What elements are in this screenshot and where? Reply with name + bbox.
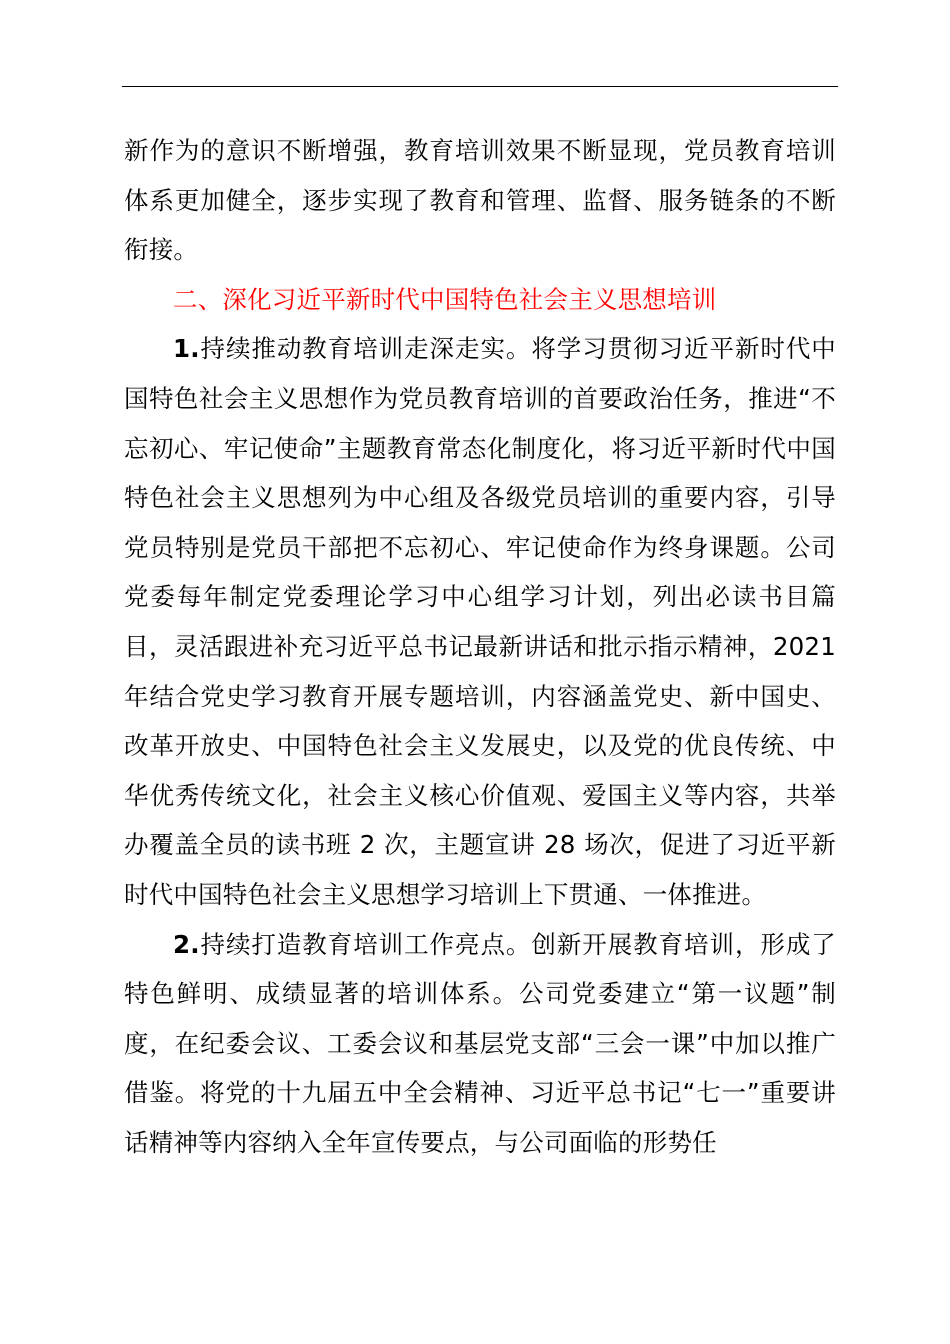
paragraph-item-2 xyxy=(124,920,836,1168)
paragraph-continuation: 新作为的意识不断增强，教育培训效果不断显现，党员教育培训体系更加健全，逐步实现了教育和管理、监督、服务链条的不断衔接。 xyxy=(124,136,836,265)
paragraph-text: 持续打造教育培训工作亮点。创新开展教育培训，形成了特色鲜明、成绩显著的培训体系。公司党委建立“第一议题”制度，在纪委会议、工委会议和基层党支部“三会一课”中加以推广借鉴。将党的十九届五中全会精神、习近平总书记“七一”重要讲话精神等内容纳入全年宣传要点，与公司面临的形势任 xyxy=(124,929,836,1157)
paragraph-text: 持续推动教育培训走深走实。将学习贯彻习近平新时代中国特色社会主义思想作为党员教育培训的首要政治任务，推进“不忘初心、牢记使命”主题教育常态化制度化，将习近平新时代中国特色社会主义思想列为中心组及各级党员培训的重要内容，引导党员特别是党员干部把不忘初心、牢记使命作为终身课题。公司党委每年制定党委理论学习中心组学习计划，列出必读书目篇目，灵活跟进补充习近平总书记最新讲话和批示指示精神，2021 年结合党史学习教育开展专题培训，内容涵盖党史、新中国史、改革开放史、中国特色社会主义发展史，以及党的优良传统、中华优秀传统文化，社会主义核心价值观、爱国主义等内容，共举办覆盖全员的读书班 2 次，主题宣讲 28 场次，促进了习近平新时代中国特色社会主义思想学习培训上下贯通、一体推进。 xyxy=(124,334,836,909)
section-heading: 二、深化习近平新时代中国特色社会主义思想培训 xyxy=(173,284,717,314)
item-number: 1. xyxy=(173,334,200,364)
document-body xyxy=(124,126,836,1167)
header-rule xyxy=(122,86,838,87)
item-number: 2. xyxy=(173,929,200,959)
paragraph-item-1 xyxy=(124,324,836,919)
